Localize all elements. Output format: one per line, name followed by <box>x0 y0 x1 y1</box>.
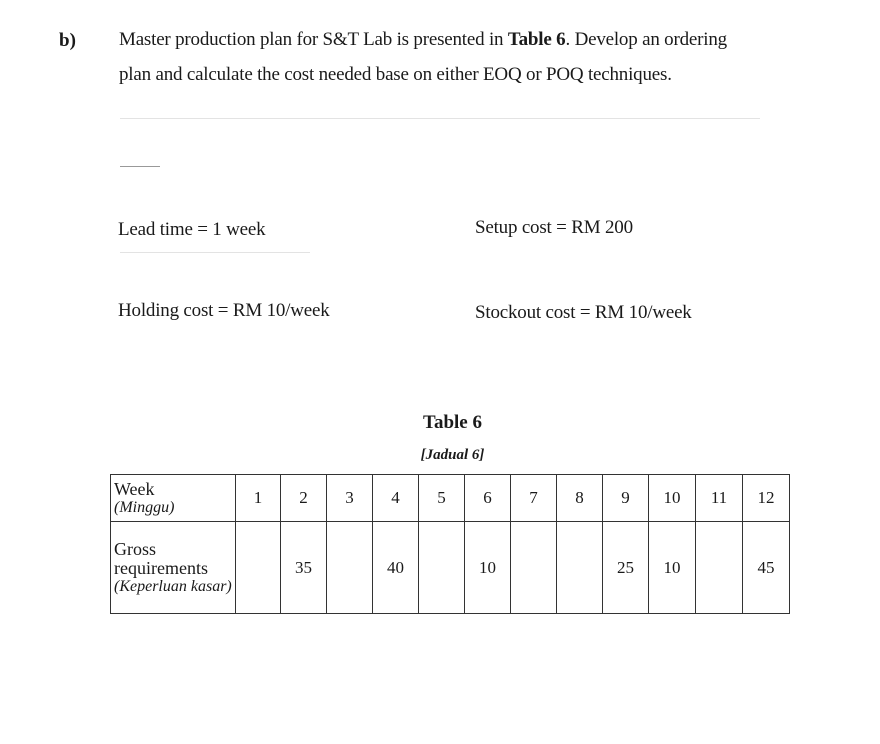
week-header-alt: (Minggu) <box>114 499 175 516</box>
holding-cost-text: Holding cost = RM 10/week <box>118 300 330 321</box>
week-cell: 4 <box>373 475 419 522</box>
stockout-cost-text: Stockout cost = RM 10/week <box>475 302 692 323</box>
question-label: b) <box>59 30 76 51</box>
gross-requirement-cell: 10 <box>649 522 696 614</box>
gross-requirement-cell: 45 <box>743 522 790 614</box>
gross-requirement-cell <box>236 522 281 614</box>
week-cell: 11 <box>696 475 743 522</box>
gross-requirements-row <box>111 522 790 614</box>
gross-header-line-1: Gross <box>114 539 157 559</box>
gross-requirement-cell <box>511 522 557 614</box>
gross-requirement-cell: 35 <box>281 522 327 614</box>
question-text-suffix: . Develop an ordering <box>565 29 727 50</box>
week-cell: 8 <box>557 475 603 522</box>
week-cell: 9 <box>603 475 649 522</box>
gross-requirement-cell: 25 <box>603 522 649 614</box>
question-text-line-1 <box>119 29 727 51</box>
gross-requirement-cell <box>696 522 743 614</box>
gross-header-line-2: requirements <box>114 558 208 578</box>
scan-artifact <box>120 252 310 253</box>
table-title: Table 6 <box>423 412 482 433</box>
week-row <box>111 475 790 522</box>
gross-requirement-cell <box>419 522 465 614</box>
week-cell: 6 <box>465 475 511 522</box>
gross-header-alt: (Keperluan kasar) <box>114 578 232 595</box>
table-subtitle: [Jadual 6] <box>420 447 485 463</box>
question-text-line-2: plan and calculate the cost needed base on either EOQ or POQ techniques. <box>119 64 672 85</box>
gross-requirement-cell <box>557 522 603 614</box>
master-production-table <box>110 474 790 614</box>
question-text-prefix: Master production plan for S&T Lab is presented in <box>119 29 508 50</box>
gross-requirement-cell <box>327 522 373 614</box>
gross-requirement-cell: 40 <box>373 522 419 614</box>
week-cell: 10 <box>649 475 696 522</box>
scan-artifact <box>120 118 760 119</box>
setup-cost-text: Setup cost = RM 200 <box>475 217 633 238</box>
week-cell: 12 <box>743 475 790 522</box>
week-header: Week <box>114 479 155 499</box>
scan-artifact <box>120 166 160 167</box>
week-cell: 3 <box>327 475 373 522</box>
week-header-cell <box>111 475 236 522</box>
table-reference: Table 6 <box>507 29 566 50</box>
gross-requirement-cell: 10 <box>465 522 511 614</box>
week-cell: 1 <box>236 475 281 522</box>
week-cell: 5 <box>419 475 465 522</box>
week-cell: 2 <box>281 475 327 522</box>
lead-time-text: Lead time = 1 week <box>118 219 266 240</box>
gross-requirements-header-cell <box>111 522 236 614</box>
week-cell: 7 <box>511 475 557 522</box>
